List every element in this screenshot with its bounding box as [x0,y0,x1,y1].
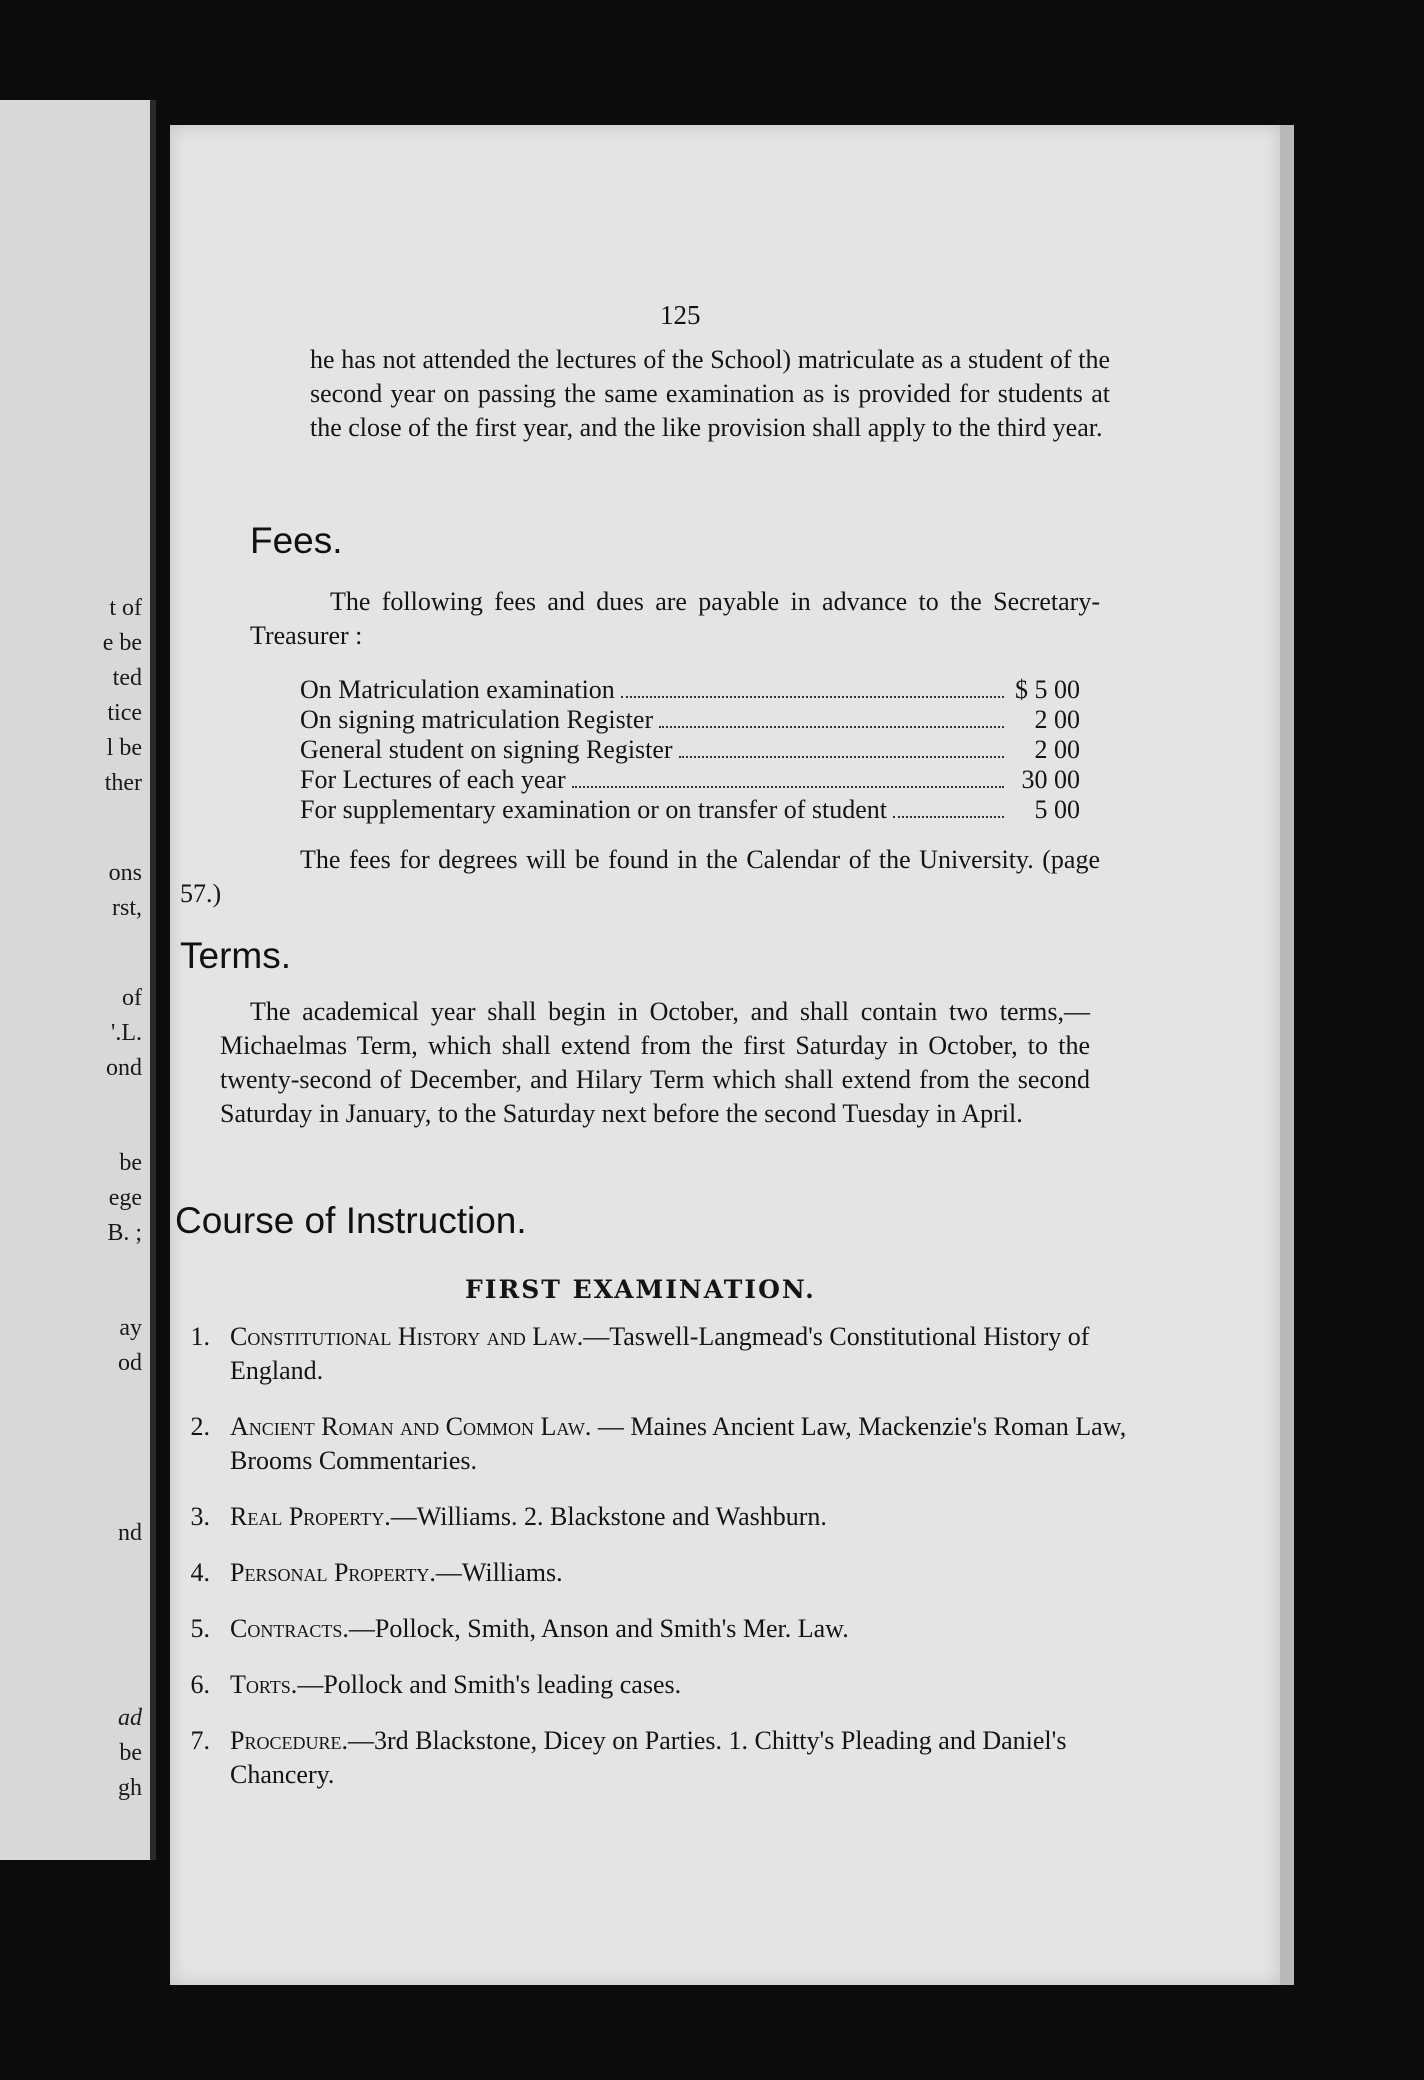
fee-row [300,765,1080,795]
fee-amount: 2 00 [1034,705,1080,734]
left-fragment: ther [104,770,142,796]
left-fragment: e be [102,630,142,656]
fee-label: For supplementary examination or on transfer of student [300,795,888,824]
fee-label: On Matriculation examination [300,675,615,704]
dot-leader [659,726,1004,728]
course-number: 3. [190,1502,210,1531]
fee-amount: 5 00 [1034,795,1080,824]
terms-paragraph: The academical year shall begin in October, and shall contain two terms,—Michaelmas Term, which shall extend from the first Saturday in October, to the twenty-second of December, and Hilary Term which shall extend from the second Saturday in January, to the Saturday next before the second Tuesday in April. [220,997,1090,1128]
course-list [170,1320,1170,1814]
course-heading: Course of Instruction. [175,1200,527,1241]
course-text: —Pollock and Smith's leading cases. [297,1670,682,1699]
course-number: 5. [190,1614,210,1643]
fee-amount: $ 5 00 [1015,675,1080,704]
course-title: Procedure. [230,1726,348,1755]
fee-label: General student on signing Register [300,735,673,764]
dot-leader [893,816,1004,818]
course-number: 4. [190,1558,210,1587]
course-title: Personal Property. [230,1558,436,1587]
fees-intro: The following fees and dues are payable in advance to the Secretary-Treasurer : [250,587,1100,650]
course-text: —3rd Blackstone, Dicey on Parties. 1. Chitty's Pleading and Daniel's Chancery. [230,1726,1067,1789]
left-fragment: ad [118,1705,142,1731]
course-number: 2. [190,1412,210,1441]
course-title: Torts. [230,1670,298,1699]
left-fragment: nd [118,1520,142,1546]
left-fragment: ted [112,665,142,691]
left-fragment: gh [118,1775,142,1801]
course-title: Real Property. [230,1502,391,1531]
fee-row [300,735,1080,765]
left-fragment: rst, [112,895,142,921]
fees-heading: Fees. [250,520,343,561]
terms-heading: Terms. [180,935,291,976]
course-item [170,1320,1170,1388]
course-text: —Pollock, Smith, Anson and Smith's Mer. Law. [348,1614,849,1643]
fee-row [300,795,1080,825]
course-text: —Williams. [435,1558,563,1587]
course-title: Constitutional History and Law. [230,1322,584,1351]
course-item [170,1410,1170,1478]
left-fragment: ons [108,860,142,886]
intro-paragraph: he has not attended the lectures of the School) matriculate as a student of the second year on passing the same examination as is provided for students at the close of the first year, and the like provision shall apply to the third year. [310,345,1110,442]
fee-amount: 2 00 [1034,735,1080,764]
course-text: —Williams. 2. Blackstone and Washburn. [390,1502,827,1531]
course-number: 1. [190,1322,210,1351]
course-number: 6. [190,1670,210,1699]
dot-leader [679,756,1004,758]
left-fragment: B. ; [107,1220,142,1246]
fee-table [300,675,1080,825]
fee-row [300,675,1080,705]
left-fragment: ay [119,1315,142,1341]
course-item [170,1556,1170,1590]
course-item [170,1724,1170,1792]
left-fragment: od [118,1350,142,1376]
fee-label: On signing matriculation Register [300,705,654,734]
course-subheading: FIRST EXAMINATION. [465,1275,816,1304]
book-page [170,125,1294,1985]
dot-leader [572,786,1004,788]
fees-note: The fees for degrees will be found in the Calendar of the University. (page 57.) [180,845,1100,908]
left-fragment: be [119,1740,142,1766]
course-title: Contracts. [230,1614,349,1643]
course-number: 7. [190,1726,210,1755]
fee-row [300,705,1080,735]
fee-label: For Lectures of each year [300,765,566,794]
page-number: 125 [660,300,701,330]
left-fragment: ond [106,1055,142,1081]
left-fragment: '.L. [111,1020,142,1046]
left-fragment: l be [106,735,142,761]
dot-leader [621,696,1004,698]
left-fragment: of [122,985,142,1011]
left-fragment: t of [109,595,142,621]
course-item [170,1668,1170,1702]
course-text: —Taswell-Langmead's Constitutional History of England. [230,1322,1090,1385]
left-page-edge [0,100,156,1860]
left-fragment: be [119,1150,142,1176]
course-item [170,1612,1170,1646]
left-fragment: ege [108,1185,142,1211]
left-fragment: tice [107,700,142,726]
fee-amount: 30 00 [1021,765,1080,794]
course-text: — Maines Ancient Law, Mackenzie's Roman Law, Brooms Commentaries. [230,1412,1127,1475]
course-title: Ancient Roman and Common Law. [230,1412,592,1441]
course-item [170,1500,1170,1534]
